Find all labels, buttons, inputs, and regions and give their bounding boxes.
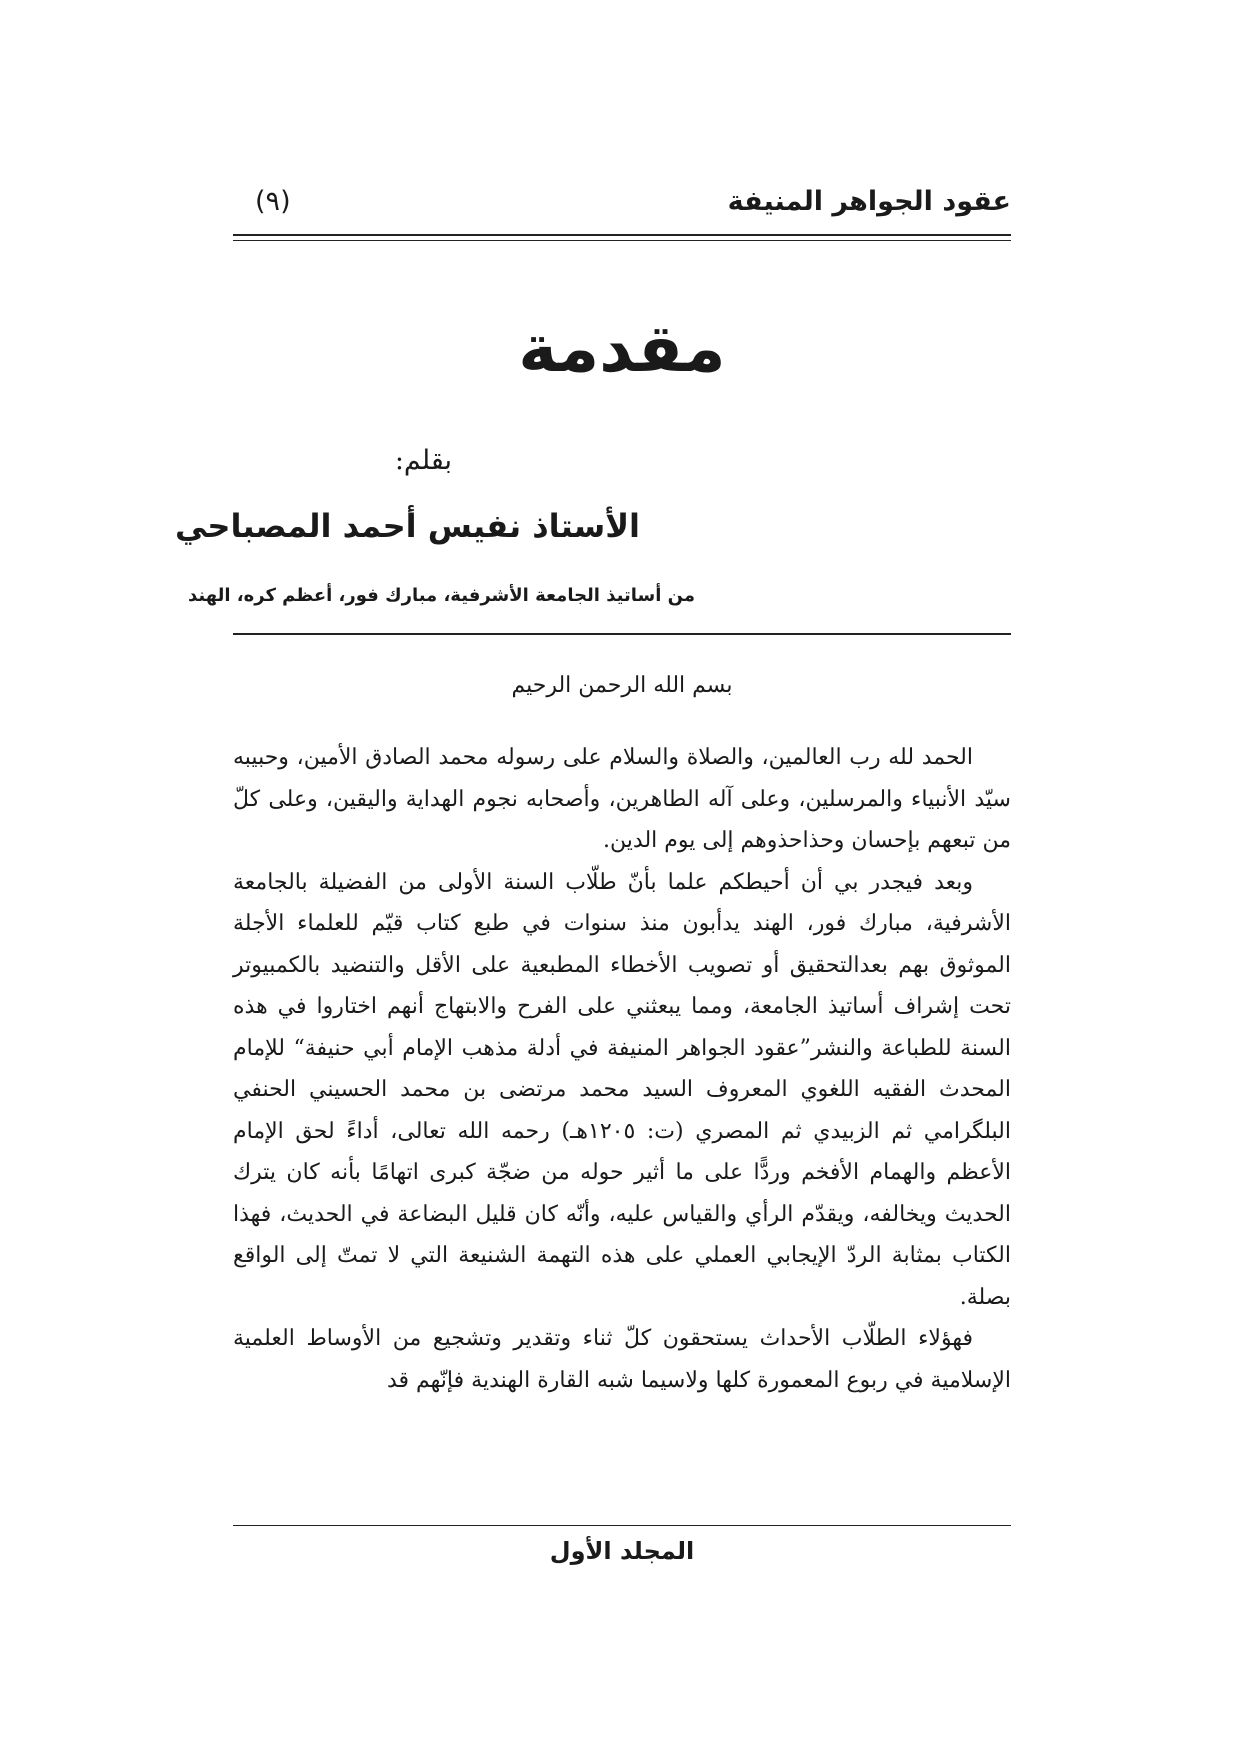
byline-label: بقلم: [394,445,452,476]
basmala: بسم الله الرحمن الرحيم [511,673,733,698]
header-rule-thin [233,240,1011,241]
author-affiliation: من أساتيذ الجامعة الأشرفية، مبارك فور، أعظم كره، الهند [187,585,695,606]
author-name: الأستاذ نفيس أحمد المصباحي [175,507,640,545]
paragraph: فهؤلاء الطلّاب الأحداث يستحقون كلّ ثناء وتقدير وتشجيع من الأوساط العلمية الإسلامية في ربوع المعمورة كلها ولاسيما شبه القارة الهندية فإنّهم قد [233,1326,1011,1393]
paragraph: الحمد لله رب العالمين، والصلاة والسلام على رسوله محمد الصادق الأمين، وحبيبه سيّد الأنبياء والمرسلين، وعلى آله الطاهرين، وأصحابه نجوم الهداية واليقين، وعلى كلّ من تبعهم بإحسان وحذاحذوهم إلى يوم الدين. [233,745,1011,853]
header-rule [233,234,1011,236]
footer-rule [233,1525,1011,1526]
running-header [233,186,1011,230]
page-number: (٩) [255,186,291,217]
section-divider [233,633,1011,635]
body-text [233,737,1011,1401]
paragraph: وبعد فيجدر بي أن أحيطكم علما بأنّ طلّاب السنة الأولى من الفضيلة بالجامعة الأشرفية، مبارك فور، الهند يدأبون منذ سنوات في طبع كتاب قيّم للعلماء الأجلة الموثوق بهم بعدالتحقيق أو تصويب الأخطاء المطبعية على الأقل والتنضيد بالكمبيوتر تحت إشراف أساتيذ الجامعة، ومما يبعثني على الفرح والابتهاج أنهم اختاروا في هذه السنة للطباعة والنشر”عقود الجواهر المنيفة في أدلة مذهب الإمام أبي حنيفة“ للإمام المحدث الفقيه اللغوي المعروف السيد محمد مرتضى بن محمد الحسيني الحنفي البلگرامي ثم الزبيدي ثم المصري (ت: ١٢٠٥هـ) رحمه الله تعالى، أداءً لحق الإمام الأعظم والهمام الأفخم وردًّا على ما أثير حوله من ضجّة كبرى اتهامًا بأنه كان يترك الحديث ويخالفه، ويقدّم الرأي والقياس عليه، وأنّه كان قليل البضاعة في الحديث، فهذا الكتاب بمثابة الردّ الإيجابي العملي على هذه التهمة الشنيعة التي لا تمتّ إلى الواقع بصلة. [233,869,1011,1310]
book-title: عقود الجواهر المنيفة [727,186,1011,217]
volume-label: المجلد الأول [549,1537,695,1565]
chapter-title: مقدمة [518,310,726,387]
